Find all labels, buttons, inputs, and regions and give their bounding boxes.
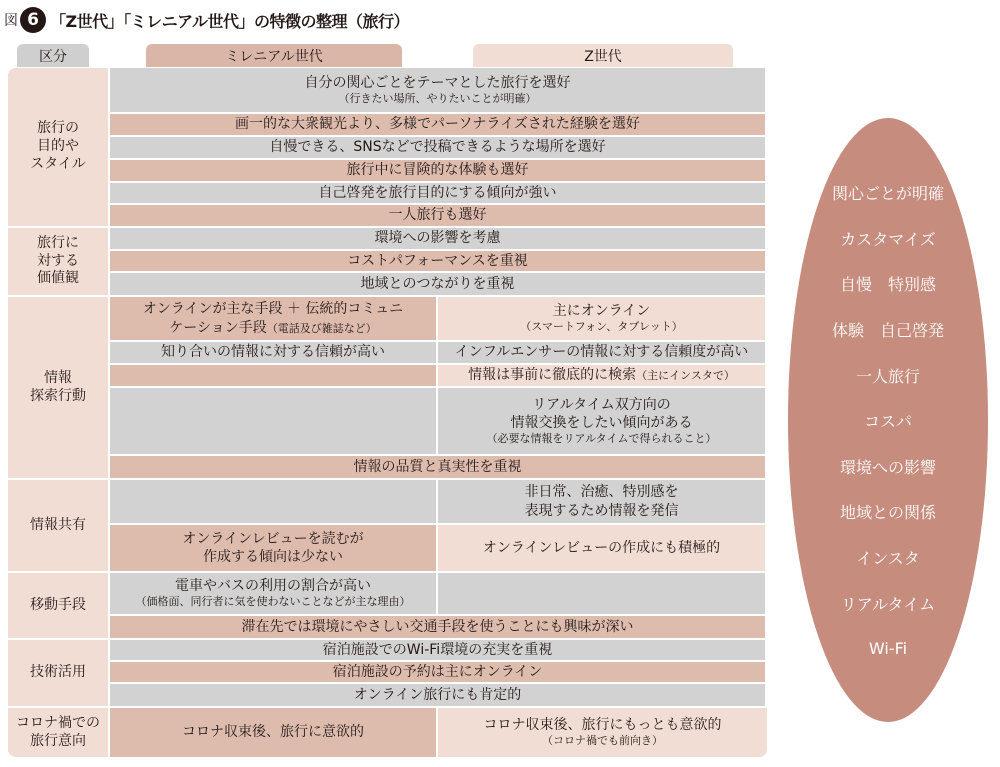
cell-text: オンラインレビューを読むが bbox=[182, 530, 364, 547]
cell-text: インフルエンサーの情報に対する信頼度が高い bbox=[454, 344, 749, 361]
table-cell-genz bbox=[438, 388, 767, 456]
cell-text: 知り合いの情報に対する信頼が高い bbox=[161, 344, 385, 361]
header-genz: Z世代 bbox=[473, 44, 733, 67]
table-cell-millennial bbox=[110, 342, 438, 365]
category-values bbox=[8, 228, 110, 295]
table-row bbox=[110, 662, 767, 684]
keyword-item: Wi-Fi bbox=[868, 639, 908, 659]
keyword-item: 自慢 特別感 bbox=[839, 275, 936, 295]
keyword-item: 関心ごとが明確 bbox=[831, 184, 944, 204]
table-row bbox=[110, 273, 767, 295]
table-cell-millennial bbox=[110, 573, 438, 616]
table-row bbox=[110, 160, 767, 183]
cell-note: （電話及び雑誌など） bbox=[266, 321, 377, 335]
cell-note: （価格面、同行者に気を使わないことなどが主な理由） bbox=[135, 595, 411, 609]
header-category: 区分 bbox=[17, 44, 89, 67]
cell-text: 情報交換をしたい傾向がある bbox=[510, 414, 693, 431]
table-cell-genz bbox=[438, 297, 767, 342]
table-cell-genz bbox=[438, 480, 767, 525]
row-text: 自分の関心ごとをテーマとした旅行を選好 bbox=[304, 74, 571, 91]
cell-text: ケーション手段 bbox=[169, 319, 267, 336]
row-text: 滞在先では環境にやさしい交通手段を使うことにも興味が深い bbox=[241, 618, 634, 635]
table-row bbox=[110, 616, 767, 638]
category-label: 情報 探索行動 bbox=[30, 369, 86, 404]
category-tech bbox=[8, 640, 110, 706]
table-row bbox=[110, 456, 767, 478]
category-transport bbox=[8, 573, 110, 638]
cell-note: （必要な情報をリアルタイムで得られること） bbox=[486, 432, 717, 446]
table-cell-millennial bbox=[110, 365, 438, 388]
row-note: （行きたい場所、やりたいことが明確） bbox=[338, 91, 537, 105]
table-cell-millennial bbox=[110, 708, 438, 757]
row-text: 画一的な大衆観光より、多様でパーソナライズされた経験を選好 bbox=[235, 116, 640, 133]
table-cell-genz bbox=[438, 573, 767, 616]
cell-text: 主にオンライン bbox=[552, 303, 651, 320]
row-text: 旅行中に冒険的な体験も選好 bbox=[346, 162, 529, 179]
category-style bbox=[8, 68, 110, 226]
row-text: 一人旅行も選好 bbox=[388, 207, 487, 224]
row-text: オンライン旅行にも肯定的 bbox=[353, 686, 522, 703]
table-row bbox=[110, 640, 767, 662]
keyword-item: インスタ bbox=[856, 549, 920, 569]
table-row bbox=[110, 205, 767, 226]
figure-label: 図 bbox=[4, 13, 18, 29]
table-cell-millennial bbox=[110, 388, 438, 456]
cell-text: 非日常、治癒、特別感を bbox=[524, 484, 679, 501]
table-cell-millennial bbox=[110, 297, 438, 342]
keyword-oval bbox=[788, 118, 988, 722]
figure-title-text: 「Z世代」「ミレニアル世代」の特徴の整理（旅行） bbox=[50, 11, 409, 31]
table-cell-genz bbox=[438, 525, 767, 571]
cell-note: （コロナ禍でも前向き） bbox=[542, 734, 663, 748]
header-millennial: ミレニアル世代 bbox=[146, 44, 402, 67]
cell-text: 表現するため情報を発信 bbox=[524, 502, 679, 519]
keyword-item: コスパ bbox=[863, 412, 912, 432]
table-row bbox=[110, 228, 767, 251]
cell-text: 情報は事前に徹底的に検索 bbox=[468, 367, 637, 384]
table-row bbox=[110, 68, 767, 114]
figure-title bbox=[4, 4, 409, 36]
cell-note: （スマートフォン、タブレット） bbox=[520, 320, 683, 334]
table-cell-millennial bbox=[110, 525, 438, 571]
category-label: 移動手段 bbox=[30, 596, 86, 613]
keyword-item: カスタマイズ bbox=[840, 229, 936, 249]
row-text: 自己啓発を旅行目的にする傾向が強い bbox=[318, 184, 557, 201]
table-cell-genz bbox=[438, 342, 767, 365]
row-text: 自慢できる、SNSなどで投稿できるような場所を選好 bbox=[269, 139, 606, 156]
table-cell-genz bbox=[438, 708, 767, 757]
category-label: 旅行に 対する 価値観 bbox=[37, 234, 79, 287]
category-label: 旅行の 目的や スタイル bbox=[30, 120, 86, 172]
cell-text: オンラインレビューの作成にも積極的 bbox=[482, 539, 721, 556]
cell-text: コロナ収束後、旅行にもっとも意欲的 bbox=[483, 717, 722, 734]
figure-number-badge: 6 bbox=[20, 7, 46, 33]
table-cell-genz bbox=[438, 365, 767, 388]
category-info-share bbox=[8, 480, 110, 571]
row-text: 宿泊施設の予約は主にオンライン bbox=[332, 663, 543, 680]
row-text: コストパフォーマンスを重視 bbox=[347, 252, 528, 269]
keyword-item: 環境への影響 bbox=[839, 457, 936, 477]
cell-text: 作成する傾向は少ない bbox=[203, 549, 343, 565]
keyword-item: 体験 自己啓発 bbox=[831, 321, 944, 341]
keyword-item: 一人旅行 bbox=[855, 366, 920, 386]
row-text: 宿泊施設でのWi-Fi環境の充実を重視 bbox=[322, 641, 553, 658]
table-row bbox=[110, 251, 767, 273]
table-row bbox=[110, 137, 767, 160]
row-text: 地域とのつながりを重視 bbox=[360, 275, 515, 292]
keyword-item: 地域との関係 bbox=[839, 503, 936, 523]
category-info-search bbox=[8, 297, 110, 478]
table-row bbox=[110, 114, 767, 137]
keyword-item: リアルタイム bbox=[840, 594, 936, 614]
cell-text: オンラインが主な手段 ＋ 伝統的コミュニ bbox=[142, 301, 404, 318]
cell-text: 電車やバスの利用の割合が高い bbox=[175, 578, 371, 595]
category-covid bbox=[8, 708, 110, 757]
category-label: コロナ禍での 旅行意向 bbox=[16, 714, 100, 749]
category-label: 技術活用 bbox=[30, 664, 86, 681]
table-cell-millennial bbox=[110, 480, 438, 525]
row-text: 環境への影響を考慮 bbox=[374, 230, 501, 247]
row-text: 情報の品質と真実性を重視 bbox=[353, 458, 522, 475]
table-row bbox=[110, 183, 767, 205]
cell-text: リアルタイム双方向の bbox=[532, 396, 671, 413]
cell-text: コロナ収束後、旅行に意欲的 bbox=[182, 724, 364, 741]
category-label: 情報共有 bbox=[30, 516, 86, 533]
cell-note: （主にインスタで） bbox=[636, 369, 735, 383]
table-row bbox=[110, 684, 767, 706]
